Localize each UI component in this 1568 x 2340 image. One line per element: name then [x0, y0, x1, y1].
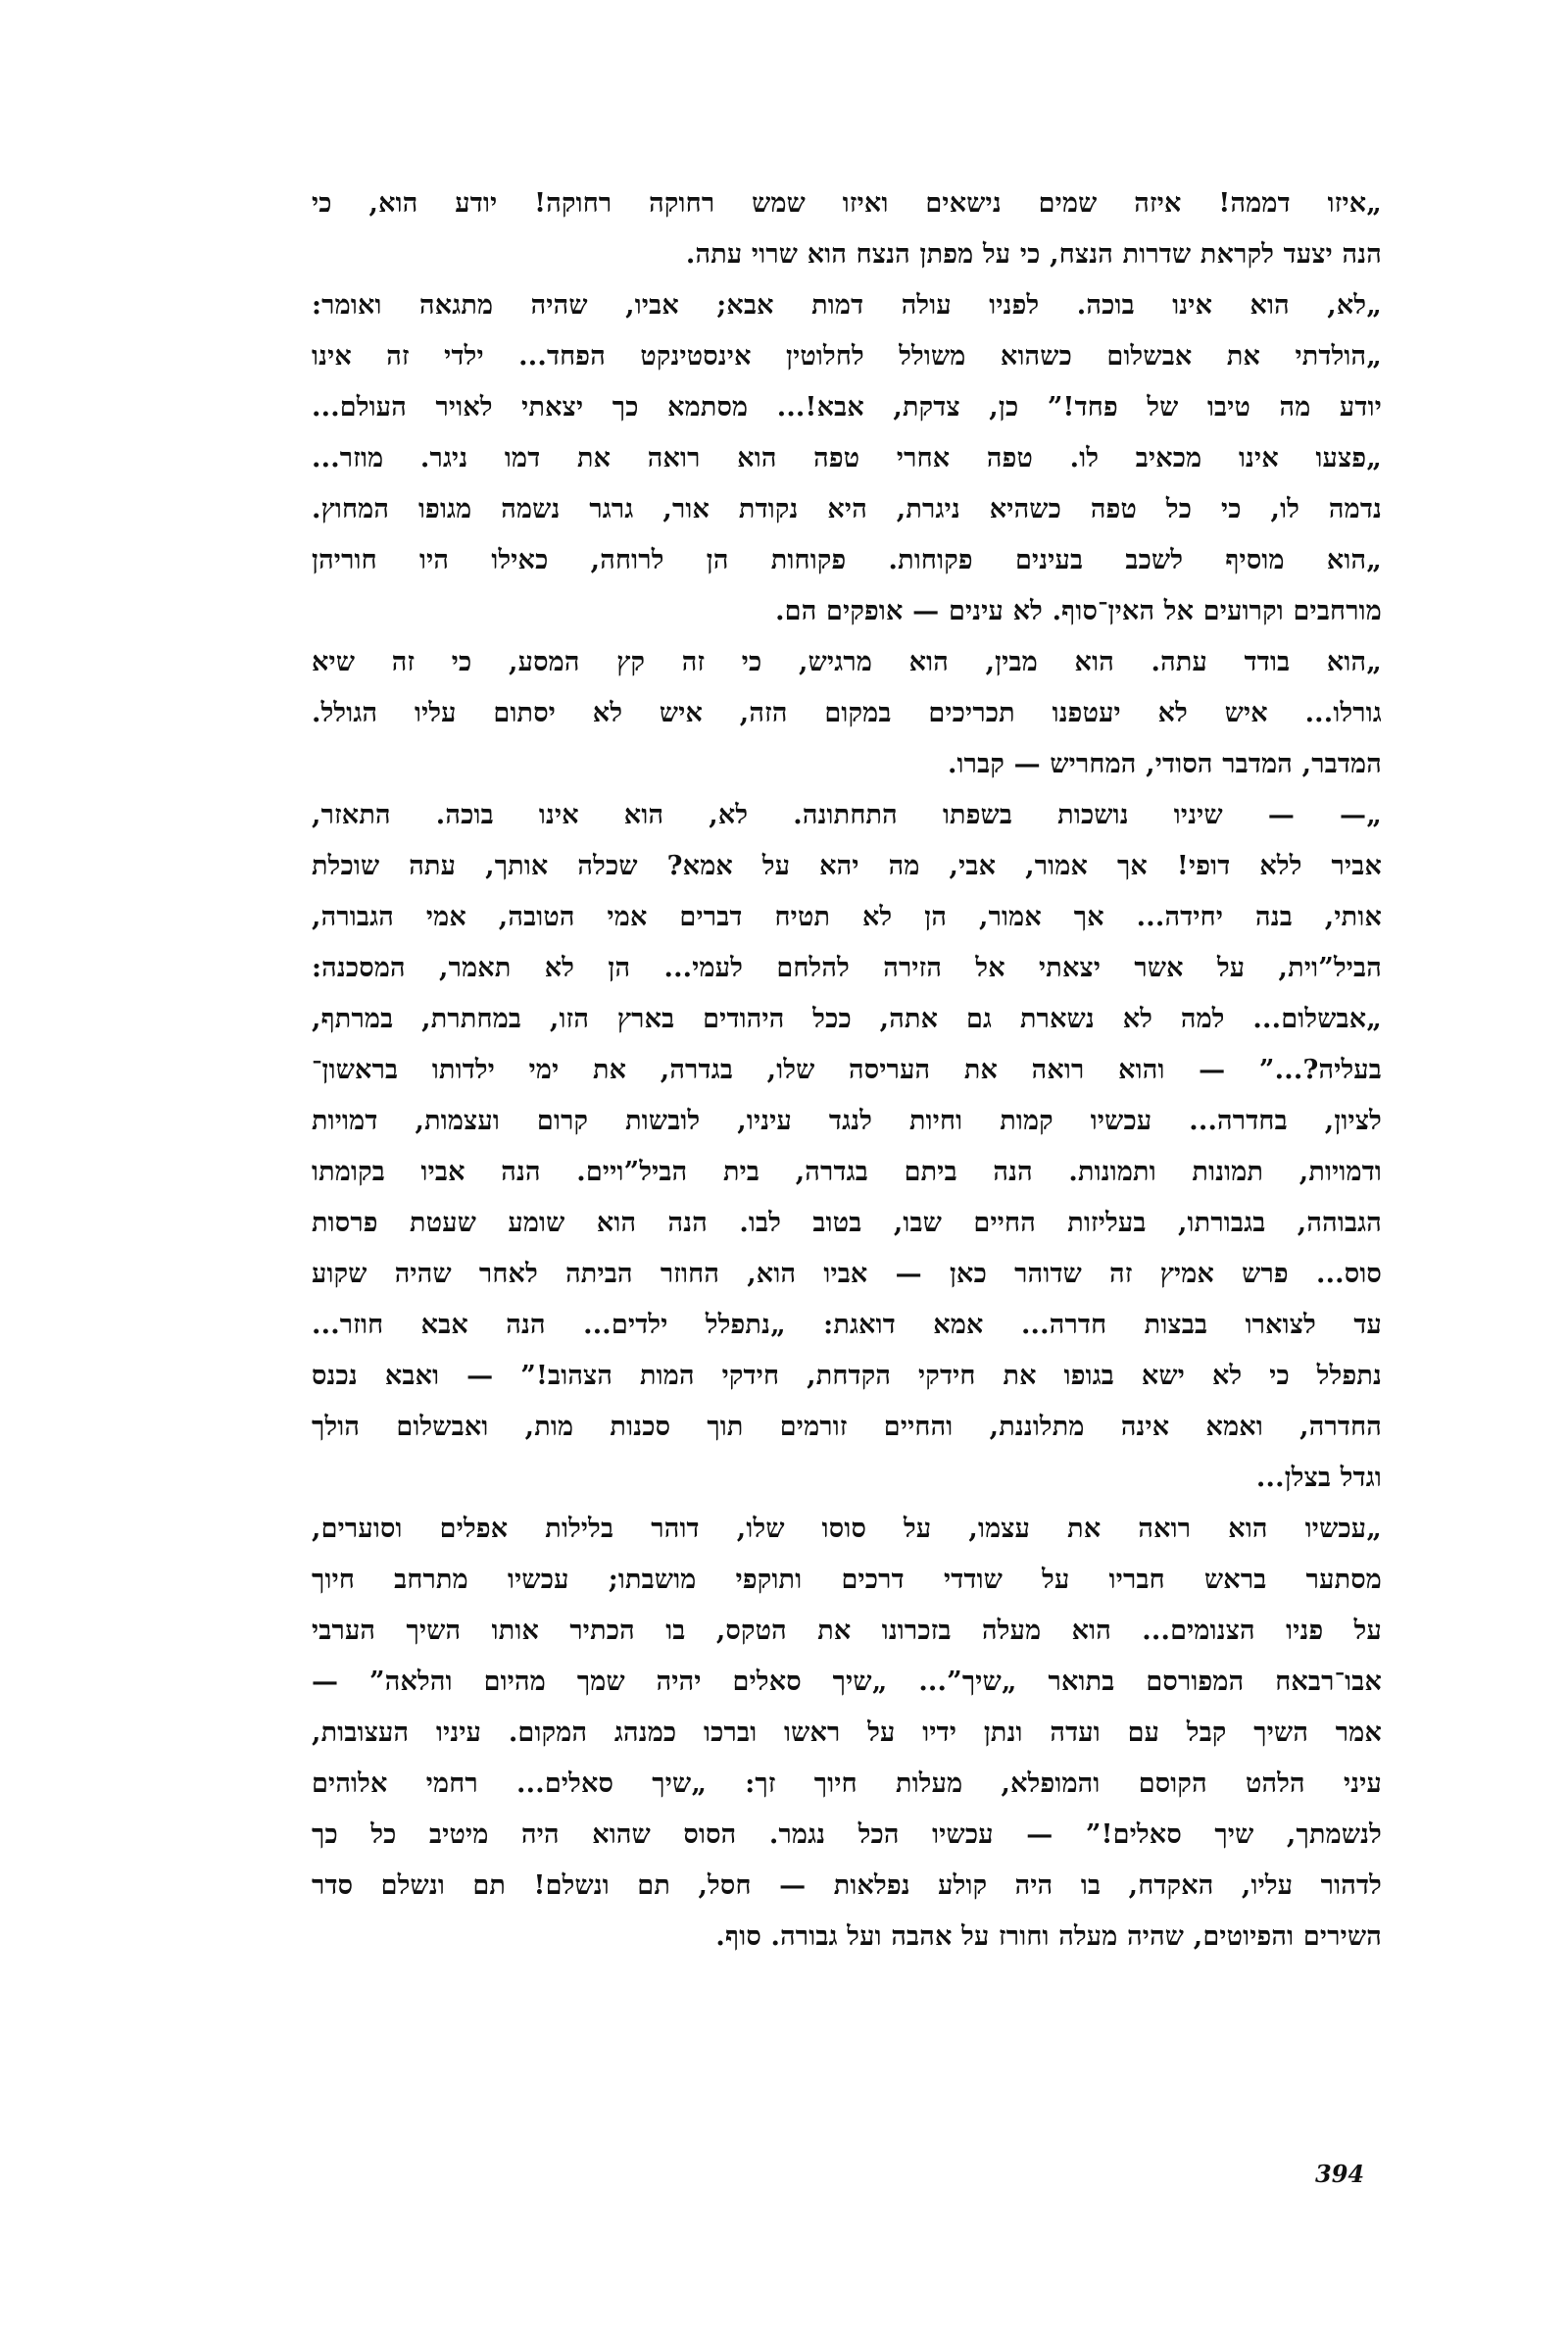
text-line: המדבר, המדבר הסודי, המחריש — קברו. [947, 749, 1382, 779]
text-line: יודע מה טיבו של פחד!” כן, צדקת, אבא!... מסתמא כך יצאתי לאויר העולם... [312, 392, 1382, 423]
text-line: אותי, בנה יחידה... אך אמור, הן לא תטיח דברים אמי הטובה, אמי הגבורה, [312, 902, 1382, 932]
text-line: עיני הלהט הקוסם והמופלא, מעלות חיוך זך: „שיך סאלים... רחמי אלוהים [312, 1768, 1382, 1799]
text-line: על פניו הצנומים... הוא מעלה בזכרונו את הטקס, בו הכתיר אותו השיך הערבי [312, 1616, 1382, 1646]
text-line: השירים והפיוטים, שהיה מעלה וחורז על אהבה ועל גבורה. סוף. [715, 1921, 1382, 1952]
text-line: „הוא בודד עתה. הוא מבין, הוא מרגיש, כי זה קץ המסע, כי זה שיא [312, 647, 1382, 677]
text-line: הביל”וית, על אשר יצאתי אל הזירה להלחם לעמי... הן לא תאמר, המסכנה: [312, 953, 1382, 983]
text-line: גורלו... איש לא יעטפנו תכריכים במקום הזה, איש לא יסתום עליו הגולל. [312, 698, 1382, 728]
text-line: הגבוהה, בגבורתו, בעליזות החיים שבו, בטוב לבו. הנה הוא שומע שעטת פרסות [312, 1208, 1382, 1238]
page-number: 394 [1315, 2160, 1365, 2188]
text-line: לדהור עליו, האקדח, בו היה קולע נפלאות — חסל, תם ונשלם! תם ונשלם סדר [312, 1870, 1382, 1901]
text-line: מורחבים וקרועים אל האין־סוף. לא עינים — אופקים הם. [775, 596, 1382, 626]
text-line: „— — שיניו נושכות בשפתו התחתונה. לא, הוא אינו בוכה. התאזר, [312, 800, 1382, 830]
text-line: הנה יצעד לקראת שדרות הנצח, כי על מפתן הנצח הוא שרוי עתה. [685, 239, 1382, 270]
text-line: לציון, בחדרה... עכשיו קמות וחיות לנגד עיניו, לובשות קרום ועצמות, דמויות [312, 1106, 1382, 1136]
text-line: „פצעו אינו מכאיב לו. טפה אחרי טפה הוא רואה את דמו ניגר. מוזר... [312, 443, 1382, 473]
text-line: לנשמתך, שיך סאלים!” — עכשיו הכל נגמר. הסוס שהוא היה מיטיב כל כך [312, 1819, 1382, 1850]
text-line: עד לצוארו בבצות חדרה... אמא דואגת: „נתפלל ילדים... הנה אבא חוזר... [312, 1310, 1382, 1340]
text-line: וגדל בצלן... [1255, 1463, 1382, 1493]
text-line: „אבשלום... למה לא נשארת גם אתה, ככל היהודים בארץ הזו, במחתרת, במרתף, [312, 1004, 1382, 1034]
text-line: החדרה, ואמא אינה מתלוננת, והחיים זורמים תוך סכנות מות, ואבשלום הולך [312, 1412, 1382, 1442]
text-line: „לא, הוא אינו בוכה. לפניו עולה דמות אבא; אביו, שהיה מתגאה ואומר: [312, 290, 1382, 321]
text-line: בעליה?...” — והוא רואה את העריסה שלו, בגדרה, את ימי ילדותו בראשון־ [312, 1055, 1382, 1085]
text-line: „הוא מוסיף לשכב בעינים פקוחות. פקוחות הן לרוחה, כאילו היו חוריהן [312, 545, 1382, 575]
text-line: „איזו דממה! איזה שמים נישאים ואיזו שמש רחוקה רחוקה! יודע הוא, כי [312, 188, 1382, 219]
text-line: אמר השיך קבל עם ועדה ונתן ידיו על ראשו וברכו כמנהג המקום. עיניו העצובות, [312, 1718, 1382, 1748]
text-line: נתפלל כי לא ישא בגופו את חידקי הקדחת, חידקי המות הצהוב!” — ואבא נכנס [312, 1361, 1382, 1391]
text-line: נדמה לו, כי כל טפה כשהיא ניגרת, היא נקודת אור, גרגר נשמה מגופו המחוץ. [312, 494, 1382, 524]
text-line: אביר ללא דופי! אך אמור, אבי, מה יהא על אמא? שכלה אותך, עתה שוכלת [312, 851, 1382, 881]
text-line: ודמויות, תמונות ותמונות. הנה ביתם בגדרה, בית הביל”ויים. הנה אביו בקומתו [312, 1157, 1382, 1187]
text-line: מסתער בראש חבריו על שודדי דרכים ותוקפי מושבתו; עכשיו מתרחב חיוך [312, 1565, 1382, 1595]
text-line: „עכשיו הוא רואה את עצמו, על סוסו שלו, דוהר בלילות אפלים וסוערים, [312, 1514, 1382, 1544]
body-text [312, 178, 1382, 1963]
text-line: „הולדתי את אבשלום כשהוא משולל לחלוטין אינסטינקט הפחד... ילדי זה אינו [312, 341, 1382, 372]
text-line: סוס... פרש אמיץ זה שדוהר כאן — אביו הוא, החוזר הביתה לאחר שהיה שקוע [312, 1259, 1382, 1289]
text-line: אבו־רבאח המפורסם בתואר „שיך”... „שיך סאלים יהיה שמך מהיום והלאה” — [312, 1667, 1382, 1697]
